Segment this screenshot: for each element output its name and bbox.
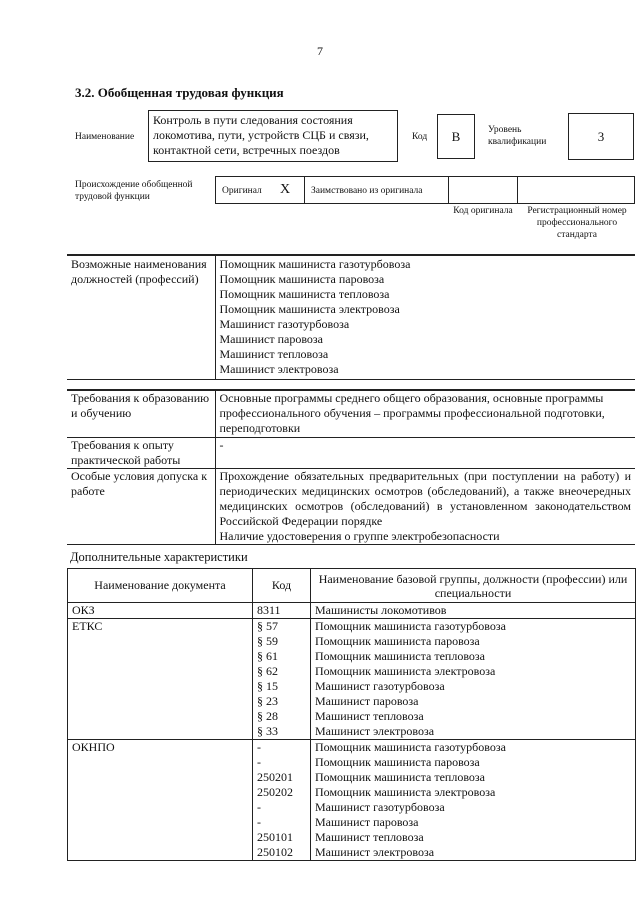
origin-borrowed-cell — [304, 176, 449, 204]
names-etks — [311, 619, 636, 740]
position-item: Машинист электровоза — [219, 362, 339, 376]
names-okz — [311, 603, 636, 619]
name-cell: Машинист паровоза — [315, 694, 419, 708]
function-name-box — [148, 110, 398, 162]
codes-okz — [253, 603, 311, 619]
position-item: Помощник машиниста паровоза — [219, 272, 385, 286]
doc-okz: ОКЗ — [68, 603, 253, 619]
section-title: 3.2. Обобщенная трудовая функция — [75, 85, 284, 100]
code-cell: 8311 — [257, 603, 281, 617]
name-cell: Машинист газотурбовоза — [315, 679, 445, 693]
code-cell: 250202 — [257, 785, 293, 799]
name-cell: Помощник машиниста паровоза — [315, 755, 480, 769]
position-item: Помощник машиниста электровоза — [219, 302, 400, 316]
original-label: Оригинал — [222, 186, 262, 196]
code-cell: - — [257, 740, 261, 754]
level-value: 3 — [597, 129, 605, 144]
name-cell: Машинист паровоза — [315, 815, 419, 829]
origin-original-cell — [215, 176, 305, 204]
code-original-label: Код оригинала — [453, 206, 513, 216]
position-item: Помощник машиниста тепловоза — [219, 287, 390, 301]
original-mark: X — [280, 182, 291, 197]
name-cell: Помощник машиниста газотурбовоза — [315, 619, 506, 633]
doc-oknpo: ОКНПО — [68, 740, 253, 861]
name-cell: Машинист электровоза — [315, 724, 435, 738]
code-label: Код — [412, 132, 428, 142]
codes-oknpo — [253, 740, 311, 861]
code-value-box — [437, 114, 475, 159]
function-name-value: Контроль в пути следования состояния локомотива, пути, устройств СЦБ и связи, контактной сети, встречных поездов — [153, 113, 369, 157]
col-code-header: Код — [253, 569, 311, 603]
special-label: Особые условия допуска к работе — [67, 469, 215, 545]
level-label: Уровень квалификации — [488, 125, 547, 147]
name-cell: Машинист тепловоза — [315, 830, 424, 844]
level-value-box — [568, 113, 634, 160]
code-cell: § 15 — [257, 679, 278, 693]
col-name-header: Наименование базовой группы, должности (профессии) или специальности — [311, 569, 636, 603]
experience-value: - — [215, 438, 635, 469]
reg-number-label: Регистрационный номер профессионального стандарта — [527, 206, 627, 240]
page-number: 7 — [317, 44, 323, 58]
name-cell: Помощник машиниста паровоза — [315, 634, 480, 648]
name-cell: Помощник машиниста электровоза — [315, 785, 496, 799]
code-cell: - — [257, 755, 261, 769]
name-cell: Помощник машиниста тепловоза — [315, 770, 485, 784]
code-cell: § 23 — [257, 694, 278, 708]
borrowed-label: Заимствовано из оригинала — [311, 186, 423, 196]
special-value — [215, 469, 635, 545]
education-label: Требования к образованию и обучению — [67, 390, 215, 438]
code-cell: 250201 — [257, 770, 293, 784]
code-cell: § 61 — [257, 649, 278, 663]
code-cell: 250101 — [257, 830, 293, 844]
experience-label: Требования к опыту практической работы — [67, 438, 215, 469]
name-cell: Машинист тепловоза — [315, 709, 424, 723]
origin-label: Происхождение обобщенной трудовой функции — [75, 180, 193, 202]
positions-table — [67, 254, 635, 380]
extra-title: Дополнительные характеристики — [70, 550, 248, 564]
position-item: Машинист тепловоза — [219, 347, 329, 361]
col-doc-header: Наименование документа — [68, 569, 253, 603]
name-cell: Помощник машиниста тепловоза — [315, 649, 485, 663]
code-cell: § 59 — [257, 634, 278, 648]
code-cell: 250102 — [257, 845, 293, 859]
code-cell: - — [257, 800, 261, 814]
name-cell: Машинист электровоза — [315, 845, 435, 859]
doc-etks: ЕТКС — [68, 619, 253, 740]
positions-list — [215, 255, 635, 380]
code-value: В — [451, 129, 461, 144]
position-item: Машинист газотурбовоза — [219, 317, 350, 331]
origin-code-cell — [448, 176, 518, 204]
code-cell: § 62 — [257, 664, 278, 678]
codes-etks — [253, 619, 311, 740]
education-value: Основные программы среднего общего образования, основные программы профессионального обучения – программы профессиональной подготовки, переподготовки — [215, 390, 635, 438]
origin-reg-cell — [517, 176, 635, 204]
special-value-medical: Прохождение обязательных предварительных (при поступлении на работу) и периодических медицинских осмотров (обследований), а также внеочередных медицинских осмотров (обследований) в установленном законодательством Российской Федерации порядке — [219, 469, 631, 528]
name-cell: Машинисты локомотивов — [315, 603, 447, 617]
positions-label: Возможные наименования должностей (профессий) — [67, 255, 215, 380]
code-cell: - — [257, 815, 261, 829]
name-cell: Помощник машиниста электровоза — [315, 664, 496, 678]
position-item: Машинист паровоза — [219, 332, 323, 346]
extra-table — [67, 568, 636, 861]
names-oknpo — [311, 740, 636, 861]
requirements-table — [67, 389, 635, 545]
name-label: Наименование — [75, 132, 135, 142]
special-value-safety: Наличие удостоверения о группе электробезопасности — [219, 529, 500, 543]
code-cell: § 33 — [257, 724, 278, 738]
code-cell: § 28 — [257, 709, 278, 723]
origin-table — [215, 176, 635, 204]
name-cell: Машинист газотурбовоза — [315, 800, 445, 814]
name-cell: Помощник машиниста газотурбовоза — [315, 740, 506, 754]
code-cell: § 57 — [257, 619, 278, 633]
position-item: Помощник машиниста газотурбовоза — [219, 257, 411, 271]
